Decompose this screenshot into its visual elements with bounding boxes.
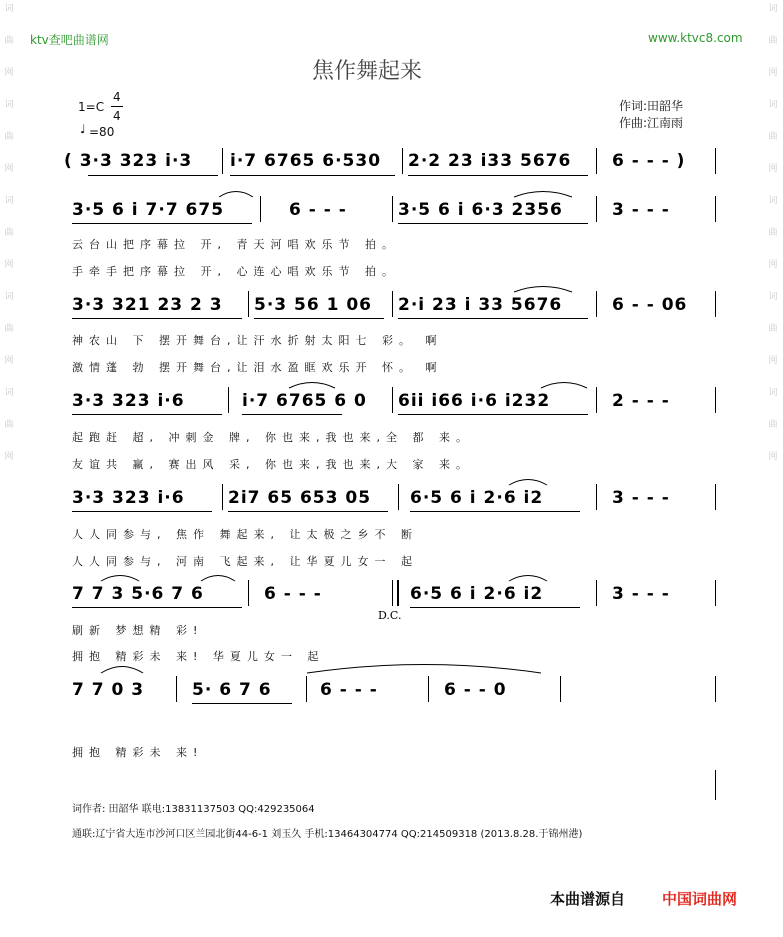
barline [596,196,597,222]
underline [410,511,580,512]
measure-5-4: 3 - - - [612,488,670,508]
slur [513,188,573,198]
lyric-line: 激情蓬 勃 摆开舞台,让泪水盈眶欢乐开 怀。 啊 [72,361,443,374]
underline [72,511,212,512]
time-signature-top: 4 [113,90,121,104]
key-signature: 1=C [78,100,105,114]
underline [410,607,580,608]
barline [715,580,716,606]
measure-3-2: 5·3 56 1 06 [254,295,373,315]
measure-5-2: 2i7 65 653 05 [228,488,372,508]
barline [715,196,716,222]
barline [306,676,307,702]
barline [260,196,261,222]
measure-1-4: 6 - - - ) [612,151,686,171]
barline [596,484,597,510]
measure-7-4: 6 - - 0 [444,680,507,700]
barline [248,580,249,606]
slur [218,188,254,198]
measure-6-4: 3 - - - [612,584,670,604]
measure-6-3: 6·5 6 i 2·6 i2 [410,584,544,604]
measure-2-2: 6 - - - [289,200,347,220]
measure-4-3: 6ii i66 i·6 i232 [398,391,551,411]
underline [254,318,384,319]
source-site-link[interactable]: 中国词曲网 [662,890,738,908]
measure-2-4: 3 - - - [612,200,670,220]
barline [176,676,177,702]
tempo-mark: =80 [89,125,115,139]
barline [392,291,393,317]
lyric-line: 刷新 梦想精 彩! [72,624,204,637]
lyric-line: 云台山把序幕拉 开, 青天河唱欢乐节 拍。 [72,238,399,251]
composer-contact: 通联:辽宁省大连市沙河口区兰园北街44-6-1 刘玉久 手机:13464304774 QQ:214509318 (2013.8.28.于锦州港) [72,829,583,840]
barline [715,484,716,510]
underline [72,414,222,415]
barline [228,387,229,413]
time-signature-bottom: 4 [113,109,121,123]
right-site-url[interactable]: www.ktvc8.com [648,31,743,45]
measure-1-1: ( 3·3 323 i·3 [64,151,193,171]
dc-mark: D.C. [378,609,402,622]
repeat-barline [397,580,399,606]
underline [192,703,292,704]
measure-1-3: 2·2 23 i33 5676 [408,151,572,171]
barline [596,148,597,174]
left-site-label[interactable]: ktv查吧曲谱网 [30,33,109,47]
measure-5-3: 6·5 6 i 2·6 i2 [410,488,544,508]
underline [72,318,242,319]
slur [200,572,236,582]
lyric-line: 起跑赶 超, 冲刺金 牌, 你也来,我也来,全 都 来。 [72,431,473,444]
lyricist-credit: 作词:田韶华 [619,99,684,113]
lyric-line: 人人同参与, 焦作 舞起来, 让太极之乡不 断 [72,528,418,541]
barline [715,387,716,413]
measure-4-4: 2 - - - [612,391,670,411]
underline [88,175,218,176]
slur [100,572,140,582]
barline [248,291,249,317]
measure-3-3: 2·i 23 i 33 5676 [398,295,563,315]
lyric-line: 手牵手把序幕拉 开, 心连心唱欢乐节 拍。 [72,265,399,278]
source-label: 本曲谱源自 [550,890,626,908]
barline [715,148,716,174]
barline [715,676,716,702]
barline [428,676,429,702]
measure-7-2: 5· 6 7 6 [192,680,272,700]
underline [230,175,395,176]
measure-4-1: 3·3 323 i·6 [72,391,185,411]
slur [306,660,542,674]
slur [288,379,336,389]
slur [100,662,144,674]
lyricist-contact: 词作者: 田韶华 联电:13831137503 QQ:429235064 [72,804,315,815]
lyric-line: 拥抱 精彩未 来! 华夏儿女一 起 [72,650,325,663]
underline [72,223,252,224]
underline [398,223,588,224]
underline [408,175,588,176]
underline [72,607,242,608]
measure-7-3: 6 - - - [320,680,378,700]
barline [596,291,597,317]
barline [398,484,399,510]
measure-2-3: 3·5 6 i 6·3 2356 [398,200,563,220]
barline [222,484,223,510]
slur [508,476,548,486]
barline [596,580,597,606]
measure-2-1: 3·5 6 i 7·7 675 [72,200,225,220]
slur [508,572,548,582]
barline [715,770,716,800]
barline [715,291,716,317]
underline [228,511,388,512]
measure-7-1: 7 7 0 3 [72,680,145,700]
measure-3-1: 3·3 321 23 2 3 [72,295,223,315]
measure-6-1: 7 7 3 5·6 7 6 [72,584,204,604]
composer-credit: 作曲:江南雨 [619,116,684,130]
measure-6-2: 6 - - - [264,584,322,604]
measure-4-2: i·7 6765 6 0 [242,391,367,411]
lyric-line: 人人同参与, 河南 飞起来, 让华夏儿女一 起 [72,555,418,568]
measure-1-2: i·7 6765 6·530 [230,151,382,171]
time-signature-line [111,106,123,107]
measure-3-4: 6 - - 06 [612,295,688,315]
barline [392,580,393,606]
lyric-line: 神农山 下 摆开舞台,让汗水折射太阳七 彩。 啊 [72,334,443,347]
measure-5-1: 3·3 323 i·6 [72,488,185,508]
underline [398,318,588,319]
barline [222,148,223,174]
barline [392,196,393,222]
barline [560,676,561,702]
barline [392,387,393,413]
slur [513,283,573,293]
left-watermark-column: 词 曲 网 词 曲 网 词 曲 网 词 曲 网 词 曲 网 [4,4,14,462]
lyric-line: 友谊共 赢, 赛出风 采, 你也来,我也来,大 家 来。 [72,458,473,471]
song-title: 焦作舞起来 [312,59,423,84]
right-watermark-column: 词 曲 网 词 曲 网 词 曲 网 词 曲 网 词 曲 网 [768,4,778,462]
underline [242,414,342,415]
quarter-note-icon: ♩ [80,122,86,136]
barline [402,148,403,174]
slur [540,379,588,389]
barline [596,387,597,413]
underline [398,414,588,415]
lyric-line: 拥抱 精彩未 来! [72,746,204,759]
